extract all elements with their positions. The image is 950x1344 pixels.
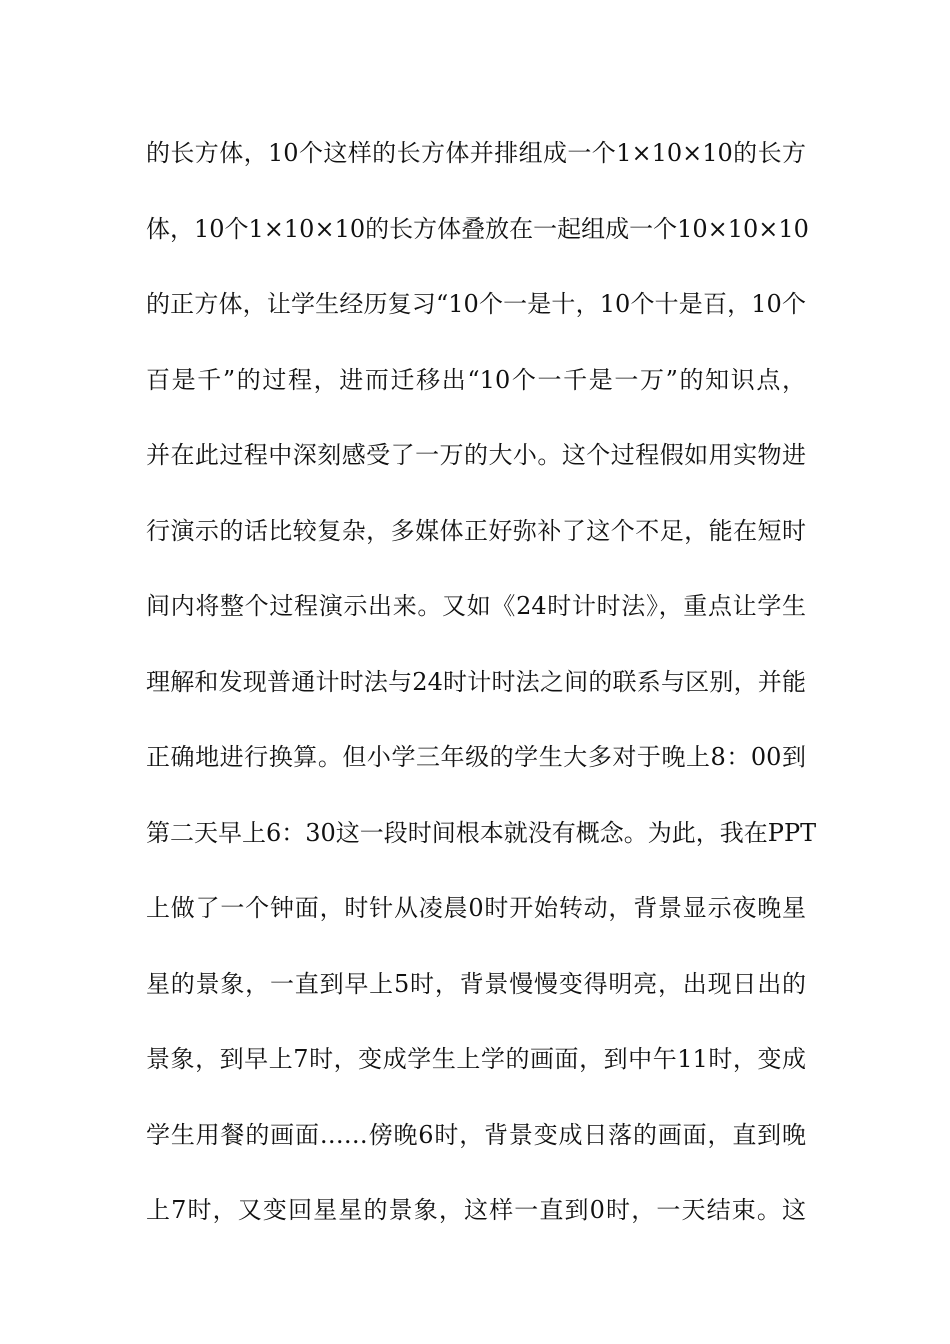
text-line-1: 的长方体，10个这样的长方体并排组成一个1×10×10的长方	[146, 139, 806, 167]
text-line-3: 的正方体，让学生经历复习“10个一是十，10个十是百，10个	[146, 290, 806, 318]
text-line-4: 百是千”的过程，进而迁移出“10个一千是一万”的知识点，	[146, 365, 806, 394]
text-line-8: 理解和发现普通计时法与24时计时法之间的联系与区别，并能	[146, 667, 806, 696]
body-text	[146, 127, 817, 1260]
text-line-13: 景象，到早上7时，变成学生上学的画面，到中午11时，变成	[146, 1045, 806, 1073]
text-line-10: 第二天早上6：30这一段时间根本就没有概念。为此，我在PPT	[146, 818, 817, 847]
text-line-2: 体，10个1×10×10的长方体叠放在一起组成一个10×10×10	[146, 214, 809, 243]
text-line-7: 间内将整个过程演示出来。又如《24时计时法》，重点让学生	[146, 592, 806, 620]
text-line-12: 星的景象，一直到早上5时，背景慢慢变得明亮，出现日出的	[146, 969, 806, 998]
text-line-5: 并在此过程中深刻感受了一万的大小。这个过程假如用实物进	[146, 441, 806, 469]
text-line-15: 上7时，又变回星星的景象，这样一直到0时，一天结束。这	[146, 1196, 806, 1224]
text-line-11: 上做了一个钟面，时针从凌晨0时开始转动，背景显示夜晚星	[146, 894, 806, 922]
text-line-9: 正确地进行换算。但小学三年级的学生大多对于晚上8：00到	[146, 743, 806, 771]
text-line-14: 学生用餐的画面……傍晚6时，背景变成日落的画面，直到晚	[146, 1120, 806, 1149]
text-line-6: 行演示的话比较复杂，多媒体正好弥补了这个不足，能在短时	[146, 516, 806, 545]
